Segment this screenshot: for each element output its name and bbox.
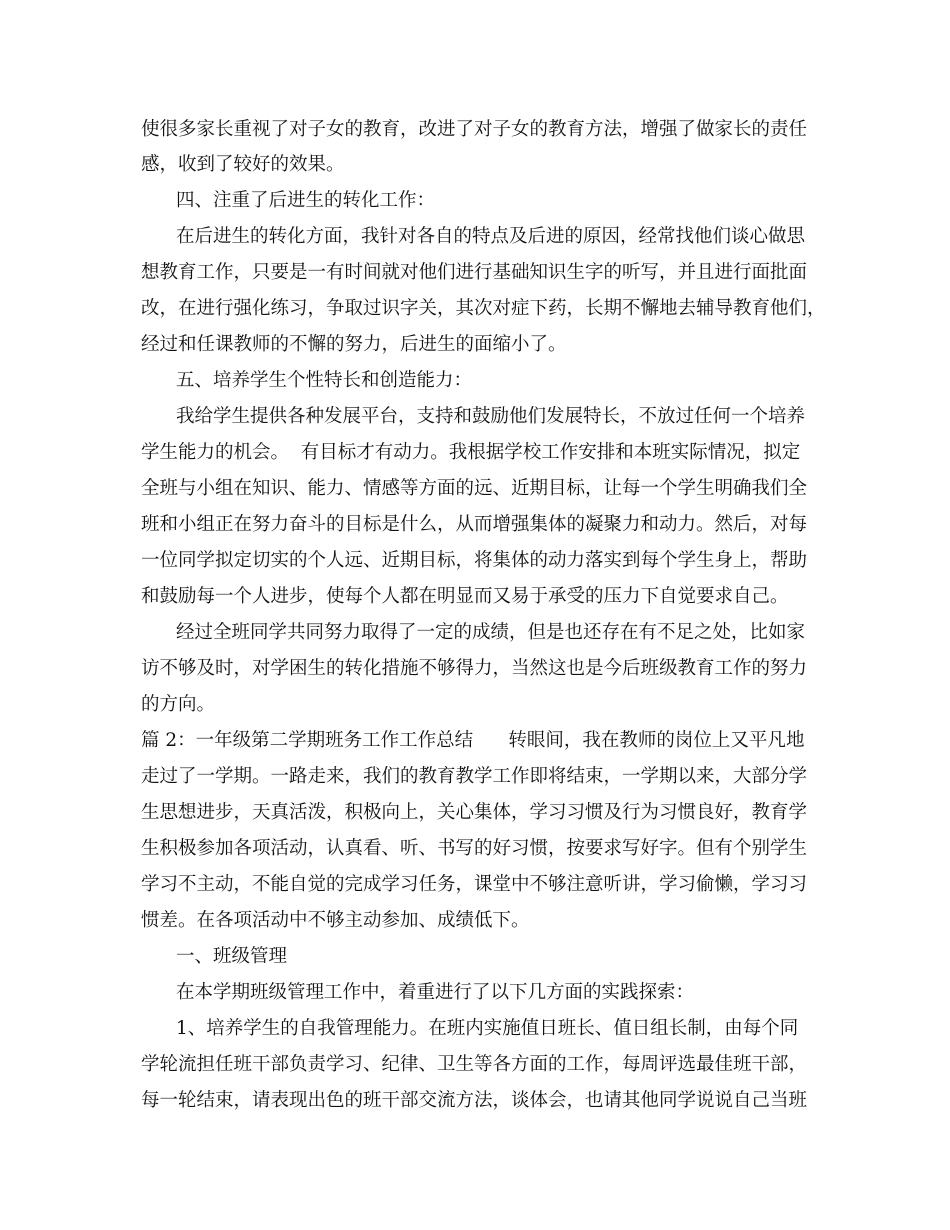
text-line: 和鼓励每一个人进步，使每个人都在明显而又易于承受的压力下自觉要求自己。 (141, 586, 789, 607)
text-line: 改，在进行强化练习，争取过识字关，其次对症下药，长期不懈地去辅导教育他们， (141, 298, 826, 319)
text-line: 1、培养学生的自我管理能力。在班内实施值日班长、值日组长制，由每个同 (176, 1018, 799, 1039)
text-line: 经过全班同学共同努力取得了一定的成绩，但是也还存在有不足之处，比如家 (176, 622, 806, 643)
text-line: 生积极参加各项活动，认真看、听、书写的好习惯，按要求写好字。但有个别学生 (141, 838, 808, 859)
text-line: 想教育工作，只要是一有时间就对他们进行基础知识生字的听写，并且进行面批面 (141, 262, 808, 283)
text-line: 学轮流担任班干部负责学习、纪律、卫生等各方面的工作，每周评选最佳班干部， (141, 1054, 808, 1075)
text-line: 生思想进步，天真活泼，积极向上，关心集体，学习习惯及行为习惯良好，教育学 (141, 802, 808, 823)
text-line: 使很多家长重视了对子女的教育，改进了对子女的教育方法，增强了做家长的责任 (141, 119, 808, 140)
text-line: 学生能力的机会。 有目标才有动力。我根据学校工作安排和本班实际情况，拟定 (141, 442, 801, 463)
text-line: 走过了一学期。一路走来，我们的教育教学工作即将结束，一学期以来，大部分学 (141, 766, 808, 787)
text-line: 一位同学拟定切实的个人远、近期目标，将集体的动力落实到每个学生身上，帮助 (141, 550, 808, 571)
section-heading: 五、培养学生个性特长和创造能力： (176, 370, 473, 391)
text-line: 学习不主动，不能自觉的完成学习任务，课堂中不够注意听讲，学习偷懒，学习习 (141, 874, 808, 895)
article-title-line: 篇 2：一年级第二学期班务工作工作总结 转眼间，我在教师的岗位上又平凡地 (141, 730, 805, 751)
text-line: 在本学期班级管理工作中，着重进行了以下几方面的实践探索： (176, 982, 695, 1003)
text-line: 班和小组正在努力奋斗的目标是什么，从而增强集体的凝聚力和动力。然后，对每 (141, 514, 808, 535)
section-heading: 一、班级管理 (176, 946, 288, 967)
text-line: 惯差。在各项活动中不够主动参加、成绩低下。 (141, 910, 530, 931)
text-line: 每一轮结束，请表现出色的班干部交流方法，谈体会，也请其他同学说说自己当班 (141, 1090, 808, 1111)
text-line: 感，收到了较好的效果。 (141, 154, 345, 175)
text-line: 全班与小组在知识、能力、情感等方面的远、近期目标，让每一个学生明确我们全 (141, 478, 808, 499)
text-line: 的方向。 (141, 694, 216, 715)
text-line: 在后进生的转化方面，我针对各自的特点及后进的原因，经常找他们谈心做思 (176, 226, 806, 247)
text-line: 我给学生提供各种发展平台，支持和鼓励他们发展特长，不放过任何一个培养 (176, 406, 806, 427)
text-line: 访不够及时，对学困生的转化措施不够得力，当然这也是今后班级教育工作的努力 (141, 658, 808, 679)
text-line: 经过和任课教师的不懈的努力，后进生的面缩小了。 (141, 334, 567, 355)
section-heading: 四、注重了后进生的转化工作： (176, 190, 436, 211)
